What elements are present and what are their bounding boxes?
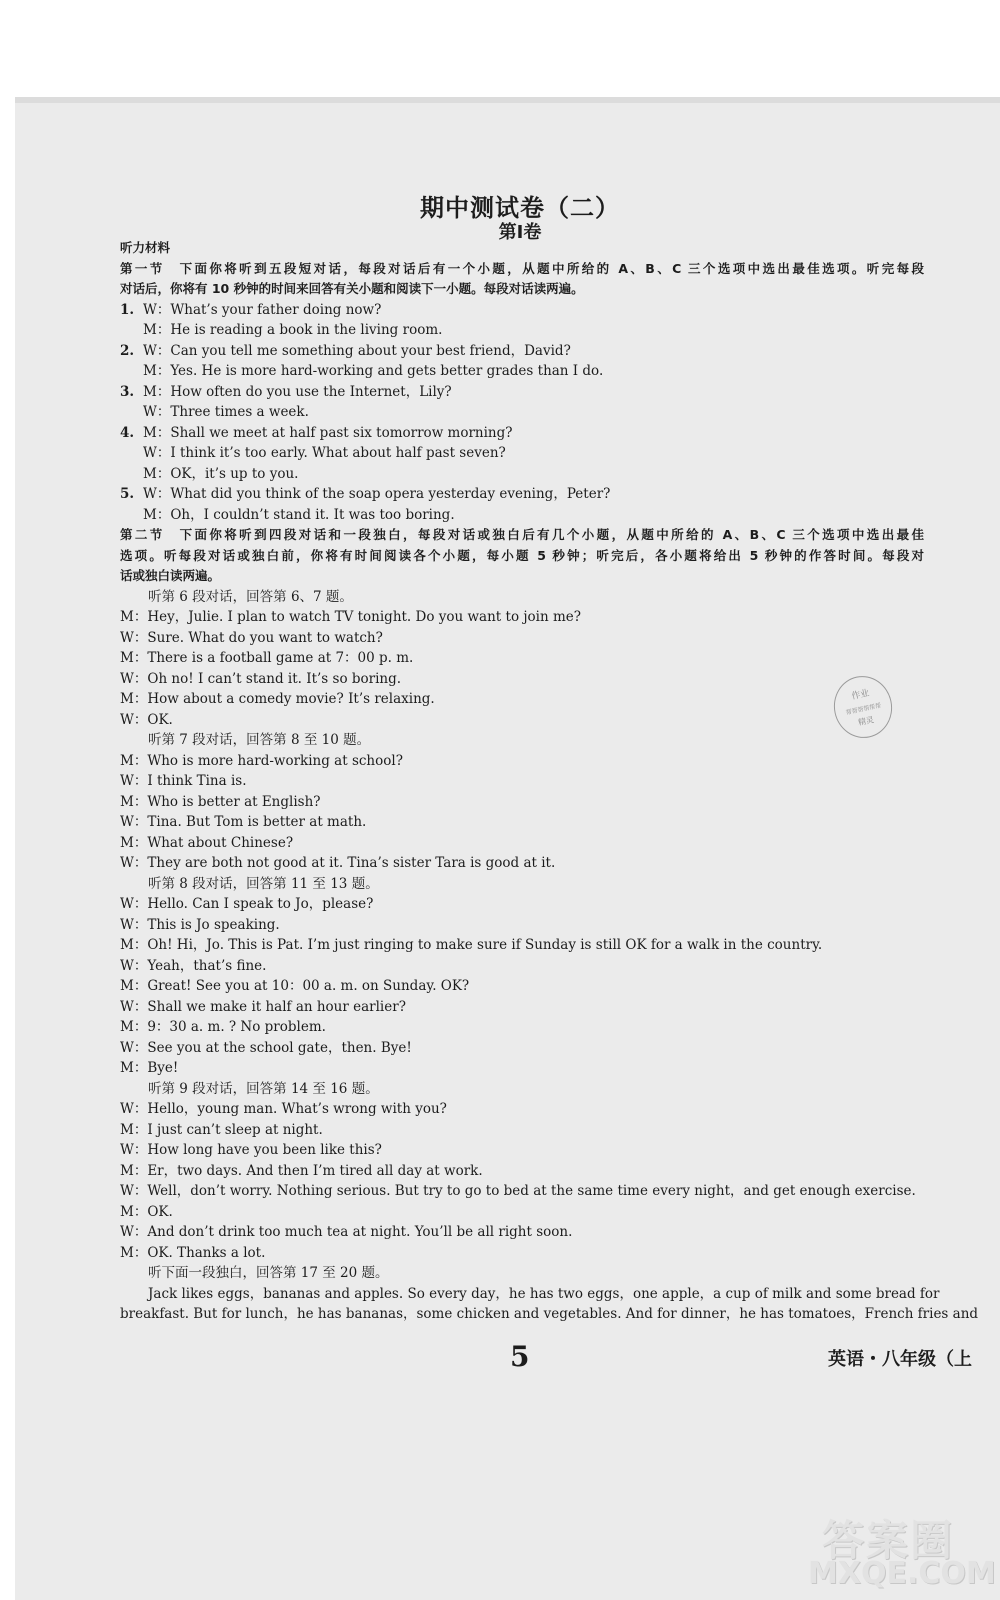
dialogue-line: W：They are both not good at it. Tina’s sister Tara is good at it. [120, 855, 556, 871]
dialogue-line: M：Oh! Hi，Jo. This is Pat. I’m just ringing to make sure if Sunday is still OK for a walk in the country. [120, 937, 823, 953]
dialogue-line: M：9：30 a. m. ? No problem. [120, 1019, 326, 1035]
section-label: 听力材料 [120, 240, 171, 255]
dialogue-line: W：Yeah，that’s fine. [120, 957, 267, 974]
question-number: 1. [120, 301, 135, 318]
part1-instruction-line2: 对话后，你将有 10 秒钟的时间来回答有关小题和阅读下一小题。每段对话读两遍。 [120, 281, 584, 296]
dialogue-line: W：OK. [120, 711, 173, 728]
watermark-url: MXQE.COM [808, 1556, 996, 1591]
dialogue-line: W：Shall we make it half an hour earlier? [120, 998, 406, 1015]
dialogue-line: W：Hello. Can I speak to Jo，please? [120, 896, 374, 912]
scan-edge [15, 97, 1000, 103]
dialogue-heading: 听下面一段独白，回答第 17 至 20 题。 [148, 1265, 389, 1281]
dialogue-line [120, 341, 940, 362]
dialogue-line: M：I just can’t sleep at night. [120, 1121, 323, 1138]
dialogue-line: M：There is a football game at 7：00 p. m. [120, 650, 414, 666]
page-title: 期中测试卷（二） [420, 194, 620, 222]
dialogue-line [120, 300, 940, 321]
part2-dialogues [120, 587, 940, 1284]
question-number: 2. [120, 342, 135, 359]
part2-instruction-line3: 话或独白读两遍。 [120, 568, 221, 583]
dialogue-line [120, 402, 940, 423]
dialogue-text: W：Can you tell me something about your best friend，David? [143, 342, 571, 359]
dialogue-line [120, 382, 940, 403]
dialogue-line [120, 505, 940, 526]
dialogue-line [120, 484, 940, 505]
dialogue-text: W：Three times a week. [143, 404, 309, 420]
dialogue-line: W：How long have you been like this? [120, 1142, 382, 1158]
page-subtitle: 第Ⅰ卷 [498, 222, 542, 243]
dialogue-heading: 听第 8 段对话，回答第 11 至 13 题。 [148, 875, 379, 892]
stamp-bottom-text: 精灵 [857, 715, 875, 728]
dialogue-line: M：Er，two days. And then I’m tired all day at work. [120, 1162, 483, 1179]
dialogue-line: W：See you at the school gate，then. Bye! [120, 1039, 412, 1056]
question-number: 5. [120, 486, 135, 502]
monologue-line2: breakfast. But for lunch，he has bananas，some chicken and vegetables. And for dinner，he has tomatoes，French fries and [120, 1306, 979, 1322]
part1-dialogues [120, 300, 940, 526]
monologue-line1: Jack likes eggs，bananas and apples. So every day，he has two eggs，one apple，a cup of milk and some bread for [148, 1285, 940, 1302]
question-number: 3. [120, 383, 135, 400]
stamp-top-text: 作业 [850, 688, 871, 703]
dialogue-line: W：Well，don’t worry. Nothing serious. But try to go to bed at the same time every night，and get enough exercise. [120, 1183, 916, 1199]
stamp-middle-text: 帮帮帮帮帮帮 [845, 702, 882, 717]
footer-subject: 英语・八年级（上 [828, 1349, 972, 1370]
dialogue-line: W：Sure. What do you want to watch? [120, 629, 383, 646]
dialogue-text: M：He is reading a book in the living room. [143, 322, 443, 338]
dialogue-text: W：I think it’s too early. What about half past seven? [143, 445, 506, 461]
dialogue-line: W：I think Tina is. [120, 773, 247, 789]
dialogue-line: M：What about Chinese? [120, 834, 294, 851]
dialogue-line: M：Great! See you at 10：00 a. m. on Sunday. OK? [120, 978, 470, 994]
dialogue-heading: 听第 7 段对话，回答第 8 至 10 题。 [148, 732, 371, 748]
dialogue-text: M：OK，it’s up to you. [143, 465, 299, 482]
dialogue-line: M：Who is more hard-working at school? [120, 752, 403, 769]
dialogue-line [120, 443, 940, 464]
dialogue-line [120, 320, 940, 341]
dialogue-line: W：Oh no! I can’t stand it. It’s so boring. [120, 670, 402, 687]
dialogue-text: M：How often do you use the Internet，Lily? [143, 383, 452, 400]
dialogue-line: W：Tina. But Tom is better at math. [120, 814, 367, 830]
dialogue-line: W：And don’t drink too much tea at night. You’ll be all right soon. [120, 1224, 573, 1240]
dialogue-line: M：Who is better at English? [120, 793, 321, 810]
part1-instruction-line1: 第一节 下面你将听到五段短对话，每段对话后有一个小题，从题中所给的 A、B、C 三个选项中选出最佳选项。听完每段 [120, 260, 924, 276]
dialogue-text: W：What did you think of the soap opera yesterday evening，Peter? [143, 486, 611, 502]
dialogue-line: W：Hello，young man. What’s wrong with you? [120, 1101, 447, 1117]
dialogue-heading: 听第 9 段对话，回答第 14 至 16 题。 [148, 1080, 379, 1097]
part2-instruction-line1: 第二节 下面你将听到四段对话和一段独白，每段对话或独白后有几个小题，从题中所给的 A、B、C 三个选项中选出最佳 [120, 527, 924, 542]
dialogue-text: M：Yes. He is more hard-working and gets better grades than I do. [143, 363, 604, 379]
dialogue-line: M：OK. [120, 1203, 173, 1220]
dialogue-line [120, 423, 940, 444]
watermark-brand: 答案圈 [822, 1516, 955, 1565]
dialogue-line: W：This is Jo speaking. [120, 916, 280, 933]
dialogue-line: M：OK. Thanks a lot. [120, 1244, 266, 1261]
dialogue-line [120, 464, 940, 485]
listening-material [120, 238, 979, 1325]
dialogue-text: W：What’s your father doing now? [143, 301, 382, 318]
dialogue-line [120, 361, 940, 382]
dialogue-line: M：Bye! [120, 1060, 179, 1076]
part2-instruction-line2: 选项。听每段对话或独白前，你将有时间阅读各个小题，每小题 5 秒钟；听完后，各小题将给出 5 秒钟的作答时间。每段对 [120, 547, 924, 563]
dialogue-line: M：Hey，Julie. I plan to watch TV tonight. Do you want to join me? [120, 609, 582, 625]
dialogue-heading: 听第 6 段对话，回答第 6、7 题。 [148, 588, 353, 605]
dialogue-text: M：Oh，I couldn’t stand it. It was too boring. [143, 506, 455, 523]
page-number: 5 [510, 1340, 530, 1373]
question-number: 4. [120, 424, 135, 441]
dialogue-text: M：Shall we meet at half past six tomorrow morning? [143, 424, 513, 441]
dialogue-line: M：How about a comedy movie? It’s relaxing. [120, 691, 435, 707]
